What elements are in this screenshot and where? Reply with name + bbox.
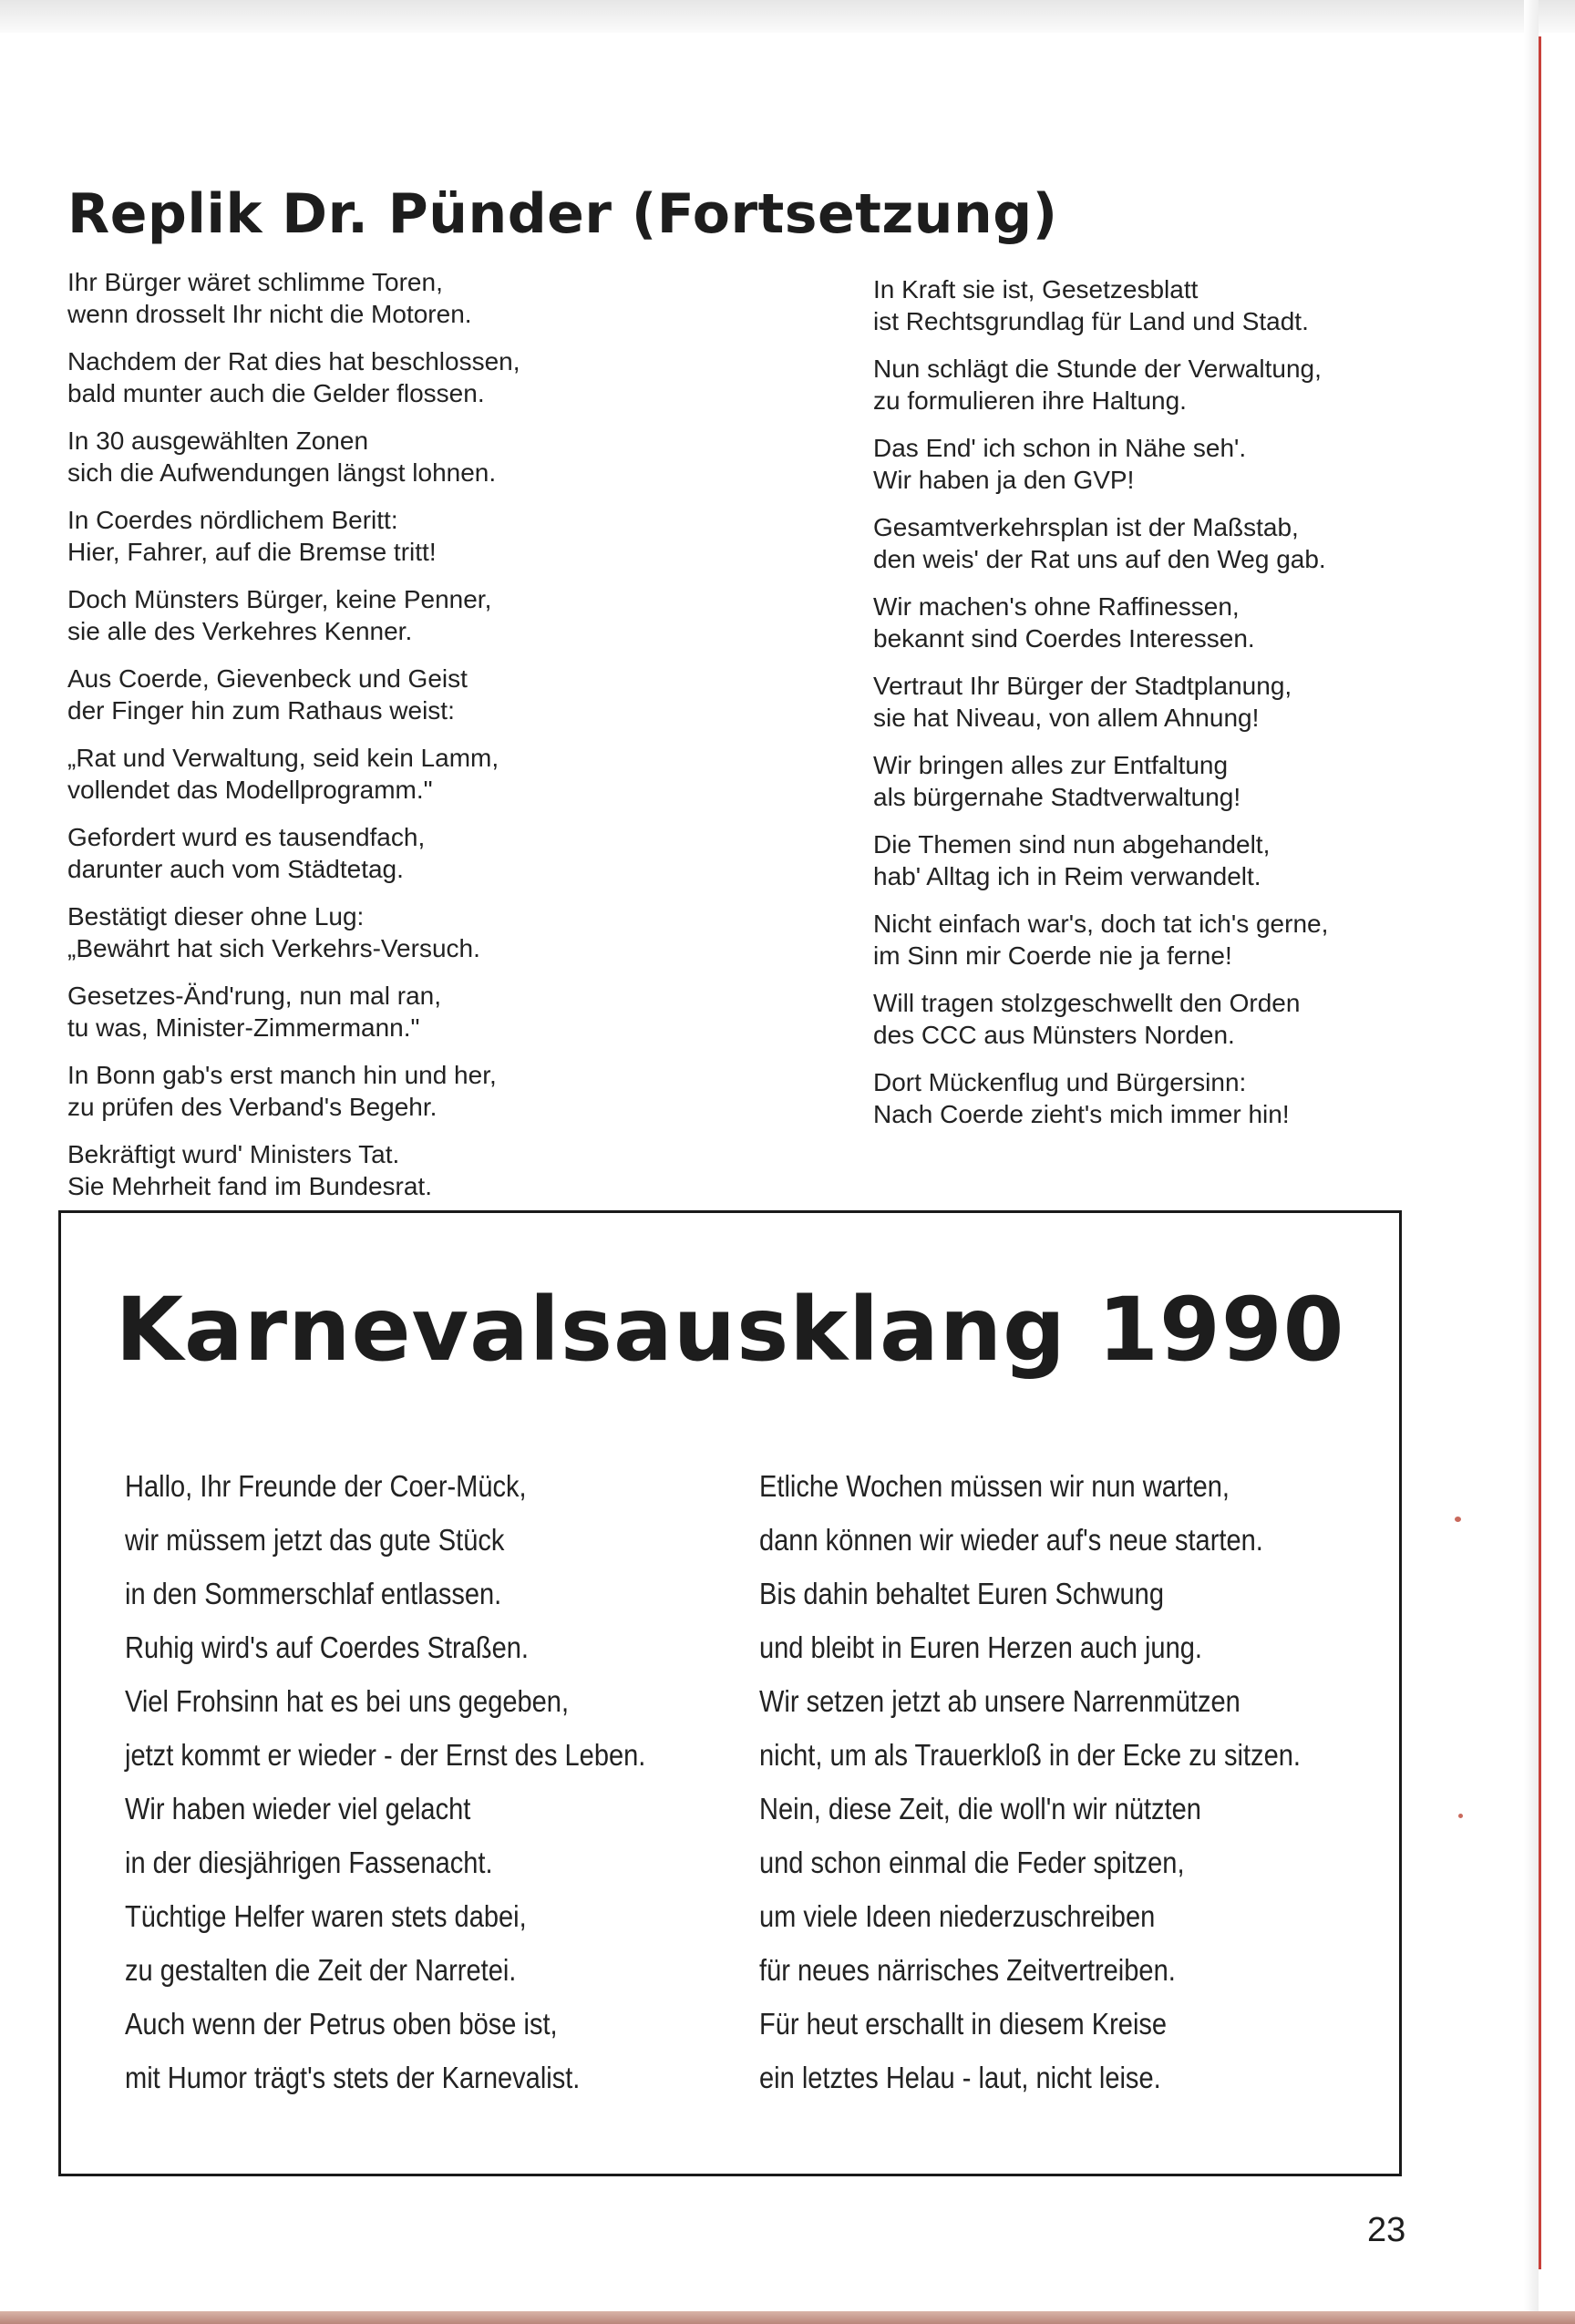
- stanza-line: darunter auch vom Städtetag.: [67, 855, 404, 883]
- stanza-line: „Bewährt hat sich Verkehrs-Versuch.: [67, 934, 480, 962]
- poem-line: Bis dahin behaltet Euren Schwung: [759, 1577, 1164, 1610]
- stanza-line: Das End' ich schon in Nähe seh'.: [873, 434, 1247, 462]
- poem-line: Wir haben wieder viel gelacht: [125, 1792, 471, 1825]
- poem-line: nicht, um als Trauerkloß in der Ecke zu sitzen.: [759, 1738, 1301, 1772]
- stanza-line: Will tragen stolzgeschwellt den Orden: [873, 989, 1301, 1017]
- stanza: [873, 511, 1575, 575]
- stanza-line: Gefordert wurd es tausendfach,: [67, 823, 426, 851]
- stanza-line: sie hat Niveau, von allem Ahnung!: [873, 704, 1260, 732]
- paper-speck: [1458, 1814, 1463, 1818]
- stanza-line: bekannt sind Coerdes Interessen.: [873, 624, 1255, 653]
- page-top-border: [0, 0, 1575, 33]
- poem-line: für neues närrisches Zeitvertreiben.: [759, 1953, 1176, 1987]
- stanza-line: ist Rechtsgrundlag für Land und Stadt.: [873, 307, 1309, 335]
- poem-line: Hallo, Ihr Freunde der Coer-Mück,: [125, 1469, 527, 1503]
- stanza-line: der Finger hin zum Rathaus weist:: [67, 696, 455, 725]
- stanza-line: Nun schlägt die Stunde der Verwaltung,: [873, 355, 1322, 383]
- poem-line: Nein, diese Zeit, die woll'n wir nützten: [759, 1792, 1201, 1825]
- section2-left-column: [125, 1459, 716, 2104]
- stanza: [67, 663, 815, 726]
- poem-line: Etliche Wochen müssen wir nun warten,: [759, 1469, 1230, 1503]
- stanza: [873, 353, 1575, 416]
- stanza: [873, 591, 1575, 654]
- stanza: [67, 821, 815, 885]
- stanza: [67, 504, 815, 568]
- stanza-line: Nicht einfach war's, doch tat ich's gerne,: [873, 910, 1329, 938]
- stanza-line: Hier, Fahrer, auf die Bremse tritt!: [67, 538, 437, 566]
- poem-line: Viel Frohsinn hat es bei uns gegeben,: [125, 1684, 570, 1718]
- stanza: [873, 1066, 1575, 1130]
- stanza: [67, 1059, 815, 1123]
- page-number: 23: [1367, 2211, 1406, 2249]
- poem-line: wir müssem jetzt das gute Stück: [125, 1523, 505, 1557]
- poem-line: zu gestalten die Zeit der Narretei.: [125, 1953, 517, 1987]
- stanza-line: Aus Coerde, Gievenbeck und Geist: [67, 664, 468, 693]
- stanza: [873, 432, 1575, 496]
- stanza-line: hab' Alltag ich in Reim verwandelt.: [873, 862, 1261, 890]
- poem-line: Auch wenn der Petrus oben böse ist,: [125, 2007, 558, 2041]
- stanza: [67, 425, 815, 488]
- stanza-line: Wir haben ja den GVP!: [873, 466, 1135, 494]
- stanza: [873, 670, 1575, 734]
- stanza-line: zu prüfen des Verband's Begehr.: [67, 1093, 438, 1121]
- stanza-line: bald munter auch die Gelder flossen.: [67, 379, 485, 407]
- stanza-line: Ihr Bürger wäret schlimme Toren,: [67, 268, 443, 296]
- stanza-line: tu was, Minister-Zimmermann.": [67, 1013, 420, 1042]
- stanza: [67, 583, 815, 647]
- poem-line: Ruhig wird's auf Coerdes Straßen.: [125, 1630, 529, 1664]
- section1-right-column: [873, 273, 1575, 1146]
- stanza-line: In Kraft sie ist, Gesetzesblatt: [873, 275, 1199, 303]
- stanza-line: als bürgernahe Stadtverwaltung!: [873, 783, 1241, 811]
- stanza-line: Doch Münsters Bürger, keine Penner,: [67, 585, 492, 613]
- stanza-line: In Coerdes nördlichem Beritt:: [67, 506, 398, 534]
- stanza-line: Wir bringen alles zur Entfaltung: [873, 751, 1229, 779]
- stanza: [67, 742, 815, 806]
- stanza-line: Bestätigt dieser ohne Lug:: [67, 902, 365, 931]
- stanza-line: zu formulieren ihre Haltung.: [873, 386, 1187, 415]
- stanza-line: Gesamtverkehrsplan ist der Maßstab,: [873, 513, 1299, 541]
- stanza: [873, 987, 1575, 1051]
- stanza: [873, 273, 1575, 337]
- stanza-line: Die Themen sind nun abgehandelt,: [873, 830, 1271, 859]
- section1-left-column: [67, 266, 815, 1218]
- stanza-line: Vertraut Ihr Bürger der Stadtplanung,: [873, 672, 1292, 700]
- stanza: [67, 900, 815, 964]
- paper-speck: [1455, 1517, 1461, 1522]
- poem-line: um viele Ideen niederzuschreiben: [759, 1899, 1156, 1933]
- stanza: [873, 908, 1575, 972]
- poem-line: Tüchtige Helfer waren stets dabei,: [125, 1899, 527, 1933]
- poem-line: Wir setzen jetzt ab unsere Narrenmützen: [759, 1684, 1240, 1718]
- page-bottom-strip: [0, 2311, 1575, 2324]
- stanza-line: Wir machen's ohne Raffinessen,: [873, 592, 1240, 621]
- stanza-line: sie alle des Verkehres Kenner.: [67, 617, 413, 645]
- stanza: [67, 266, 815, 330]
- poem-line: Für heut erschallt in diesem Kreise: [759, 2007, 1168, 2041]
- poem-line: mit Humor trägt's stets der Karnevalist.: [125, 2061, 581, 2094]
- stanza: [67, 345, 815, 409]
- poem-line: ein letztes Helau - laut, nicht leise.: [759, 2061, 1161, 2094]
- section1-title: Replik Dr. Pünder (Fortsetzung): [67, 182, 1058, 246]
- stanza-line: Nach Coerde zieht's mich immer hin!: [873, 1100, 1290, 1128]
- stanza-line: vollendet das Modellprogramm.": [67, 776, 433, 804]
- stanza-line: des CCC aus Münsters Norden.: [873, 1021, 1235, 1049]
- stanza-line: Gesetzes-Änd'rung, nun mal ran,: [67, 982, 442, 1010]
- poem-line: in den Sommerschlaf entlassen.: [125, 1577, 502, 1610]
- section2-right-column: [759, 1459, 1374, 2104]
- stanza-line: sich die Aufwendungen längst lohnen.: [67, 458, 497, 487]
- stanza-line: im Sinn mir Coerde nie ja ferne!: [873, 941, 1232, 970]
- section2-title: Karnevalsausklang 1990: [115, 1279, 1345, 1381]
- poem-line: jetzt kommt er wieder - der Ernst des Leben.: [125, 1738, 646, 1772]
- stanza: [873, 749, 1575, 813]
- stanza-line: In Bonn gab's erst manch hin und her,: [67, 1061, 497, 1089]
- stanza-line: Sie Mehrheit fand im Bundesrat.: [67, 1172, 432, 1200]
- poem-line: und schon einmal die Feder spitzen,: [759, 1846, 1185, 1879]
- stanza-line: In 30 ausgewählten Zonen: [67, 427, 369, 455]
- karneval-box: [58, 1210, 1402, 2176]
- stanza-line: wenn drosselt Ihr nicht die Motoren.: [67, 300, 472, 328]
- stanza-line: „Rat und Verwaltung, seid kein Lamm,: [67, 744, 499, 772]
- stanza-line: Nachdem der Rat dies hat beschlossen,: [67, 347, 520, 375]
- stanza-line: Bekräftigt wurd' Ministers Tat.: [67, 1140, 400, 1168]
- stanza: [873, 828, 1575, 892]
- stanza: [67, 980, 815, 1044]
- poem-line: und bleibt in Euren Herzen auch jung.: [759, 1630, 1202, 1664]
- stanza: [67, 1138, 815, 1202]
- poem-line: in der diesjährigen Fassenacht.: [125, 1846, 493, 1879]
- stanza-line: den weis' der Rat uns auf den Weg gab.: [873, 545, 1326, 573]
- poem-line: dann können wir wieder auf's neue starten.: [759, 1523, 1263, 1557]
- stanza-line: Dort Mückenflug und Bürgersinn:: [873, 1068, 1247, 1096]
